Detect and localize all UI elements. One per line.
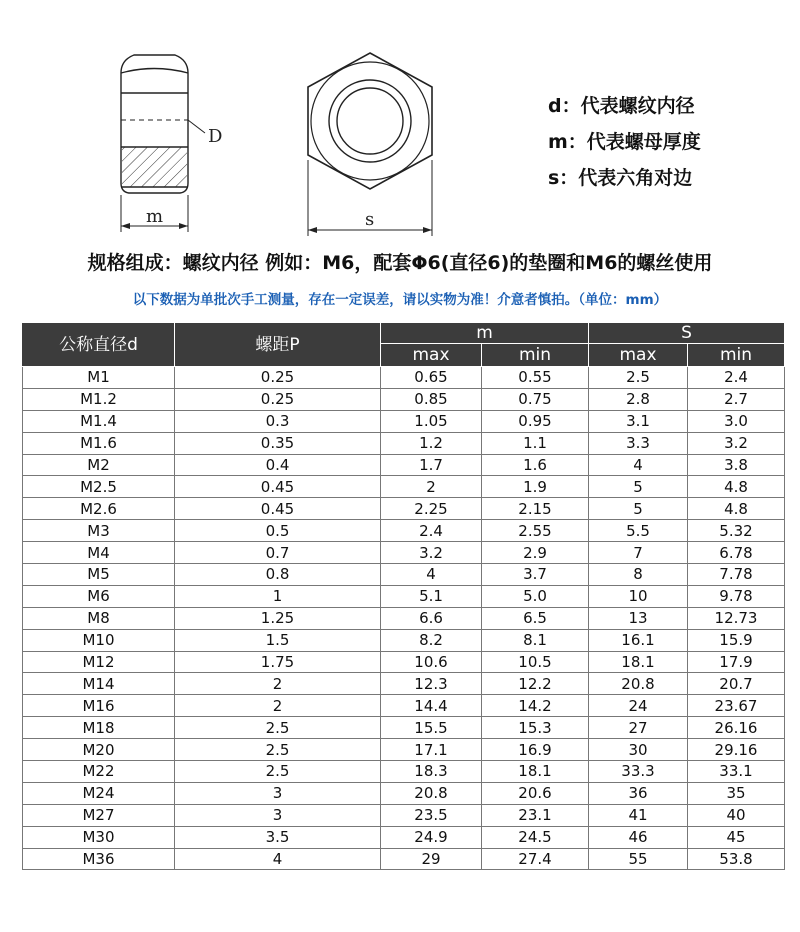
spec-table [22,322,785,870]
nominal-cell: M24 [23,782,175,804]
pitch-cell: 2.5 [175,739,381,761]
nominal-cell: M1.2 [23,388,175,410]
m-min-cell: 27.4 [482,848,589,870]
pitch-cell: 1.5 [175,629,381,651]
header-m-max: max [381,344,482,367]
table-row [23,367,785,389]
m-min-cell: 18.1 [482,761,589,783]
m-max-cell: 14.4 [381,695,482,717]
m-max-cell: 4 [381,564,482,586]
s-max-cell: 5 [589,476,688,498]
pitch-cell: 0.8 [175,564,381,586]
m-max-cell: 18.3 [381,761,482,783]
nominal-cell: M12 [23,651,175,673]
s-min-cell: 15.9 [688,629,785,651]
table-row [23,388,785,410]
m-max-cell: 0.85 [381,388,482,410]
m-max-cell: 24.9 [381,826,482,848]
m-min-cell: 1.1 [482,432,589,454]
m-min-cell: 5.0 [482,585,589,607]
nominal-cell: M3 [23,520,175,542]
s-min-cell: 17.9 [688,651,785,673]
measurement-note: 以下数据为单批次手工测量，存在一定误差，请以实物为准！介意者慎拍。（单位：mm） [132,292,668,308]
m-min-cell: 24.5 [482,826,589,848]
s-min-cell: 20.7 [688,673,785,695]
m-min-cell: 14.2 [482,695,589,717]
legend [548,88,701,196]
pitch-cell: 3 [175,804,381,826]
page-title: 规格组成：螺纹内径 例如：M6，配套Φ6(直径6)的垫圈和M6的螺丝使用 [87,252,713,274]
nominal-cell: M8 [23,607,175,629]
m-max-cell: 2.4 [381,520,482,542]
pitch-cell: 4 [175,848,381,870]
m-max-cell: 1.7 [381,454,482,476]
m-min-cell: 15.3 [482,717,589,739]
s-max-cell: 41 [589,804,688,826]
table-row [23,410,785,432]
nominal-cell: M18 [23,717,175,739]
pitch-cell: 0.45 [175,498,381,520]
table-row [23,476,785,498]
m-min-cell: 1.9 [482,476,589,498]
m-min-cell: 12.2 [482,673,589,695]
table-row [23,564,785,586]
table-row [23,542,785,564]
m-max-cell: 6.6 [381,607,482,629]
s-min-cell: 33.1 [688,761,785,783]
nominal-cell: M5 [23,564,175,586]
s-min-cell: 53.8 [688,848,785,870]
m-min-cell: 0.55 [482,367,589,389]
s-min-cell: 35 [688,782,785,804]
m-min-cell: 2.55 [482,520,589,542]
across-flats-label: s [365,209,375,230]
s-min-cell: 4.8 [688,498,785,520]
s-min-cell: 45 [688,826,785,848]
m-min-cell: 16.9 [482,739,589,761]
pitch-cell: 0.45 [175,476,381,498]
nominal-cell: M14 [23,673,175,695]
s-min-cell: 6.78 [688,542,785,564]
table-row [23,432,785,454]
table-row [23,826,785,848]
pitch-cell: 1.25 [175,607,381,629]
s-max-cell: 2.5 [589,367,688,389]
m-min-cell: 2.15 [482,498,589,520]
m-min-cell: 23.1 [482,804,589,826]
table-row [23,673,785,695]
s-max-cell: 2.8 [589,388,688,410]
nominal-cell: M2 [23,454,175,476]
m-max-cell: 12.3 [381,673,482,695]
spec-table-body [23,367,785,870]
nominal-cell: M1.6 [23,432,175,454]
m-max-cell: 1.2 [381,432,482,454]
s-max-cell: 4 [589,454,688,476]
table-row [23,454,785,476]
s-max-cell: 30 [589,739,688,761]
pitch-cell: 2 [175,673,381,695]
nominal-cell: M1 [23,367,175,389]
table-row [23,585,785,607]
pitch-cell: 3 [175,782,381,804]
s-min-cell: 4.8 [688,476,785,498]
m-max-cell: 1.05 [381,410,482,432]
table-row [23,717,785,739]
m-max-cell: 2 [381,476,482,498]
pitch-cell: 0.25 [175,367,381,389]
nominal-cell: M20 [23,739,175,761]
table-row [23,848,785,870]
nominal-cell: M4 [23,542,175,564]
s-min-cell: 26.16 [688,717,785,739]
nominal-cell: M1.4 [23,410,175,432]
s-min-cell: 2.7 [688,388,785,410]
pitch-cell: 0.7 [175,542,381,564]
m-min-cell: 0.75 [482,388,589,410]
nominal-cell: M22 [23,761,175,783]
pitch-cell: 0.3 [175,410,381,432]
s-max-cell: 18.1 [589,651,688,673]
s-max-cell: 16.1 [589,629,688,651]
s-min-cell: 7.78 [688,564,785,586]
s-min-cell: 3.8 [688,454,785,476]
legend-d: d：代表螺纹内径 [548,95,695,117]
s-max-cell: 3.3 [589,432,688,454]
pitch-cell: 0.25 [175,388,381,410]
nominal-cell: M6 [23,585,175,607]
header-s-min: min [688,344,785,367]
pitch-cell: 2.5 [175,761,381,783]
s-max-cell: 5.5 [589,520,688,542]
m-min-cell: 3.7 [482,564,589,586]
pitch-cell: 1 [175,585,381,607]
nominal-cell: M16 [23,695,175,717]
m-max-cell: 5.1 [381,585,482,607]
s-max-cell: 5 [589,498,688,520]
header-m: m [381,323,589,344]
table-row [23,761,785,783]
table-row [23,629,785,651]
nominal-cell: M27 [23,804,175,826]
s-max-cell: 3.1 [589,410,688,432]
header-pitch: 螺距P [175,323,381,367]
s-max-cell: 33.3 [589,761,688,783]
s-max-cell: 36 [589,782,688,804]
m-max-cell: 10.6 [381,651,482,673]
legend-m: m：代表螺母厚度 [548,131,701,153]
m-min-cell: 2.9 [482,542,589,564]
m-min-cell: 6.5 [482,607,589,629]
header-s: S [589,323,785,344]
s-min-cell: 9.78 [688,585,785,607]
nominal-cell: M30 [23,826,175,848]
s-max-cell: 24 [589,695,688,717]
table-row [23,607,785,629]
s-max-cell: 27 [589,717,688,739]
legend-s: s：代表六角对边 [548,167,693,189]
header-nominal-diameter: 公称直径d [23,323,175,367]
table-row [23,739,785,761]
pitch-cell: 0.35 [175,432,381,454]
m-max-cell: 3.2 [381,542,482,564]
table-row [23,695,785,717]
s-min-cell: 12.73 [688,607,785,629]
s-max-cell: 46 [589,826,688,848]
m-min-cell: 0.95 [482,410,589,432]
s-min-cell: 3.0 [688,410,785,432]
s-max-cell: 20.8 [589,673,688,695]
s-min-cell: 3.2 [688,432,785,454]
s-max-cell: 8 [589,564,688,586]
pitch-cell: 0.4 [175,454,381,476]
s-max-cell: 10 [589,585,688,607]
pitch-cell: 1.75 [175,651,381,673]
pitch-cell: 2 [175,695,381,717]
s-min-cell: 23.67 [688,695,785,717]
s-min-cell: 2.4 [688,367,785,389]
nominal-cell: M2.5 [23,476,175,498]
nominal-cell: M10 [23,629,175,651]
table-row [23,804,785,826]
m-min-cell: 20.6 [482,782,589,804]
pitch-cell: 0.5 [175,520,381,542]
header-s-max: max [589,344,688,367]
s-min-cell: 5.32 [688,520,785,542]
m-max-cell: 17.1 [381,739,482,761]
table-row [23,782,785,804]
table-row [23,520,785,542]
pitch-cell: 3.5 [175,826,381,848]
table-row [23,498,785,520]
diameter-label: D [208,126,223,147]
m-min-cell: 10.5 [482,651,589,673]
m-max-cell: 23.5 [381,804,482,826]
table-row [23,651,785,673]
s-min-cell: 40 [688,804,785,826]
thickness-label: m [146,206,164,227]
s-max-cell: 55 [589,848,688,870]
m-min-cell: 1.6 [482,454,589,476]
nominal-cell: M2.6 [23,498,175,520]
m-max-cell: 29 [381,848,482,870]
m-max-cell: 0.65 [381,367,482,389]
m-max-cell: 15.5 [381,717,482,739]
pitch-cell: 2.5 [175,717,381,739]
s-max-cell: 13 [589,607,688,629]
m-max-cell: 20.8 [381,782,482,804]
nominal-cell: M36 [23,848,175,870]
s-min-cell: 29.16 [688,739,785,761]
s-max-cell: 7 [589,542,688,564]
m-max-cell: 8.2 [381,629,482,651]
header-m-min: min [482,344,589,367]
m-min-cell: 8.1 [482,629,589,651]
m-max-cell: 2.25 [381,498,482,520]
